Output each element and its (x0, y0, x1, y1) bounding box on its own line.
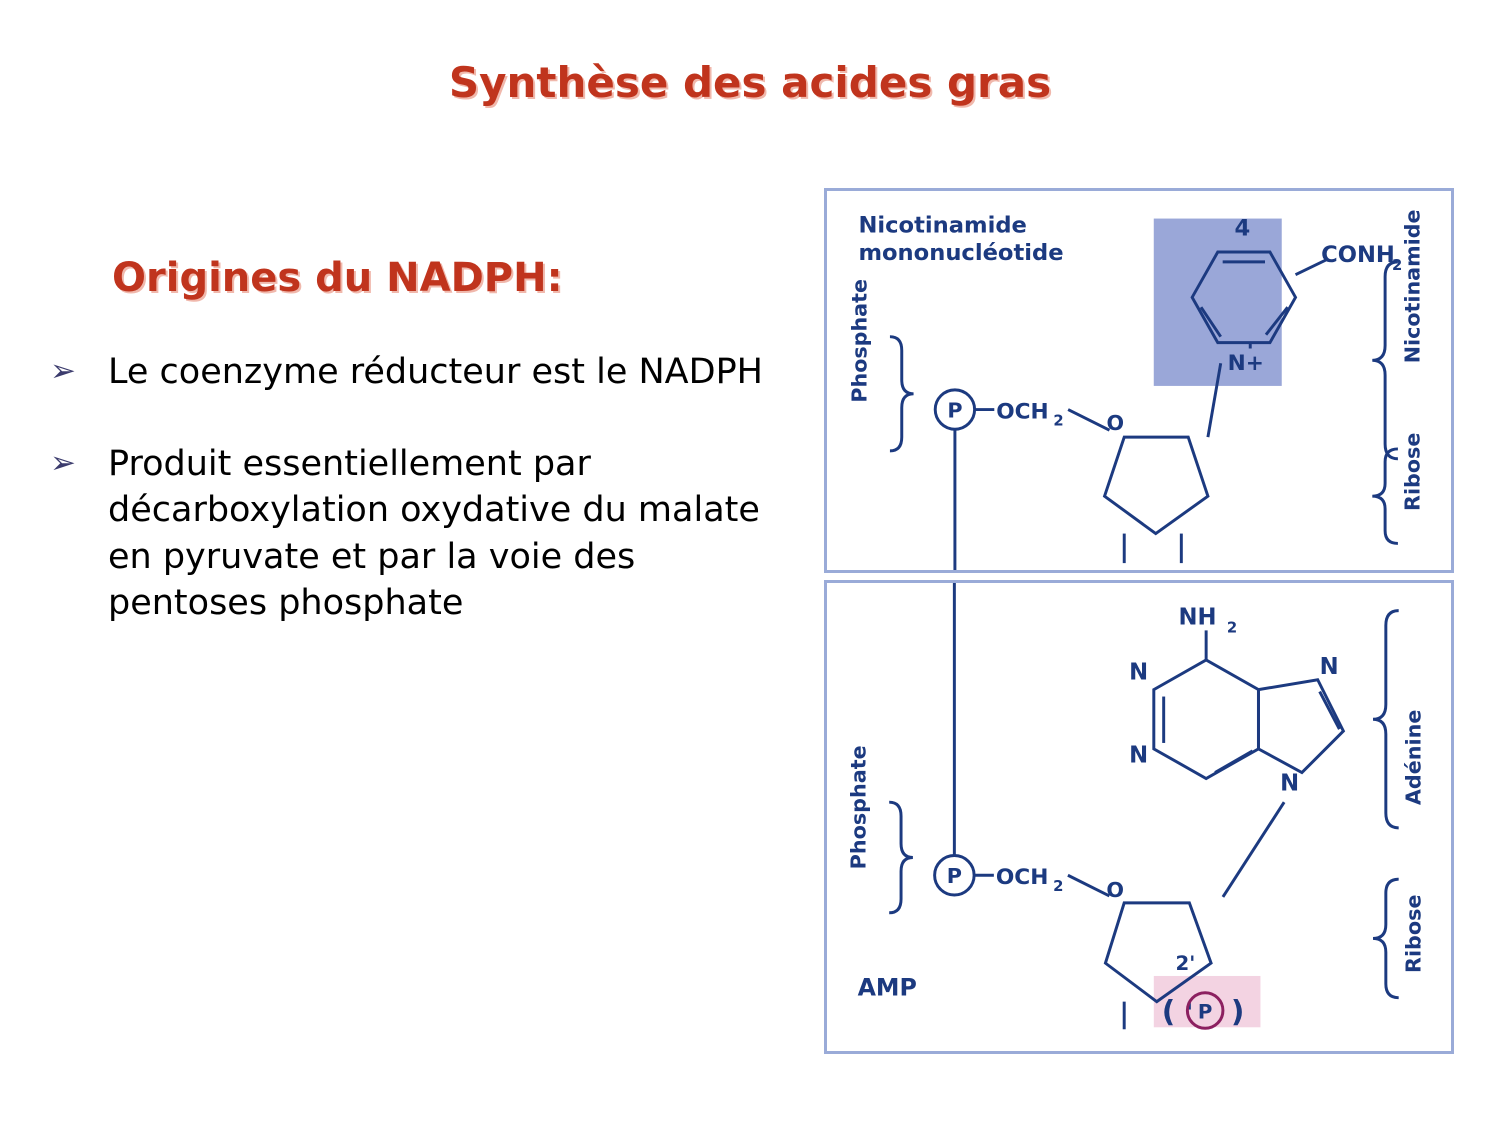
label-ribose: Ribose (1401, 894, 1426, 974)
label-phosphate: Phosphate (846, 745, 871, 870)
brace-adenine (1373, 611, 1399, 828)
label-p: P (946, 864, 962, 889)
label-adenine: Adénine (1401, 709, 1426, 806)
bullet-arrow-icon: ➢ (50, 445, 76, 482)
label-ring-oxygen: O (1106, 877, 1125, 902)
bullet-arrow-icon: ➢ (50, 353, 76, 389)
brace-phosphate (890, 337, 914, 451)
nadph-structure-figure (824, 188, 1454, 1054)
imidazole-ring (1258, 680, 1343, 773)
list-item-text: Produit essentiellement par décarboxylation oxydative du malate en pyruvate et par la voie des pentoses phosphate (108, 444, 760, 623)
list-item-text: Le coenzyme réducteur est le NADPH (108, 352, 764, 392)
label-nicotinamide: Nicotinamide (1400, 209, 1425, 364)
label-terminal-p: P (1197, 1000, 1213, 1024)
label-conh2: CONH (1321, 241, 1395, 268)
label-n-3: N (1129, 742, 1149, 769)
label-och2-subscript: 2 (1053, 878, 1064, 896)
label-phosphate: Phosphate (847, 278, 872, 403)
label-conh2-subscript: 2 (1391, 256, 1403, 274)
label-n-7: N (1319, 653, 1339, 680)
label-n-1: N (1129, 659, 1149, 686)
label-nicotinamide-mononucleotide-line1: Nicotinamide (858, 212, 1027, 239)
label-terminal-paren-open: ( (1161, 994, 1176, 1029)
list-item (40, 349, 820, 395)
figure-panel-nicotinamide-mononucleotide (824, 188, 1454, 573)
label-ribose: Ribose (1400, 432, 1425, 511)
label-p: P (947, 398, 963, 423)
brace-nicotinamide (1372, 262, 1398, 459)
label-terminal-paren-close: ) (1230, 994, 1245, 1029)
label-och2-subscript: 2 (1053, 412, 1064, 430)
list-item (40, 441, 820, 626)
label-nh2-subscript: 2 (1226, 619, 1238, 637)
page-title: Synthèse des acides gras (448, 58, 1052, 107)
brace-phosphate (889, 802, 913, 913)
label-position-2prime: 2' (1175, 952, 1196, 976)
section-heading: Origines du NADPH: (112, 255, 563, 301)
content-column (40, 255, 820, 672)
brace-ribose (1373, 879, 1399, 997)
figure-panel-amp (824, 580, 1454, 1054)
label-och2: OCH (996, 399, 1049, 425)
label-ring-oxygen: O (1106, 411, 1125, 436)
brace-ribose (1372, 449, 1398, 544)
label-amp: AMP (857, 973, 917, 1002)
ribose-ring (1105, 437, 1208, 533)
label-och2: OCH (995, 865, 1049, 891)
label-ring-position-4: 4 (1234, 215, 1251, 242)
label-n-9: N (1280, 770, 1300, 797)
label-n-plus: N+ (1227, 351, 1264, 377)
pyrimidine-ring (1154, 660, 1259, 778)
label-nh2: NH (1178, 604, 1217, 631)
label-nicotinamide-mononucleotide-line2: mononucléotide (858, 239, 1064, 266)
